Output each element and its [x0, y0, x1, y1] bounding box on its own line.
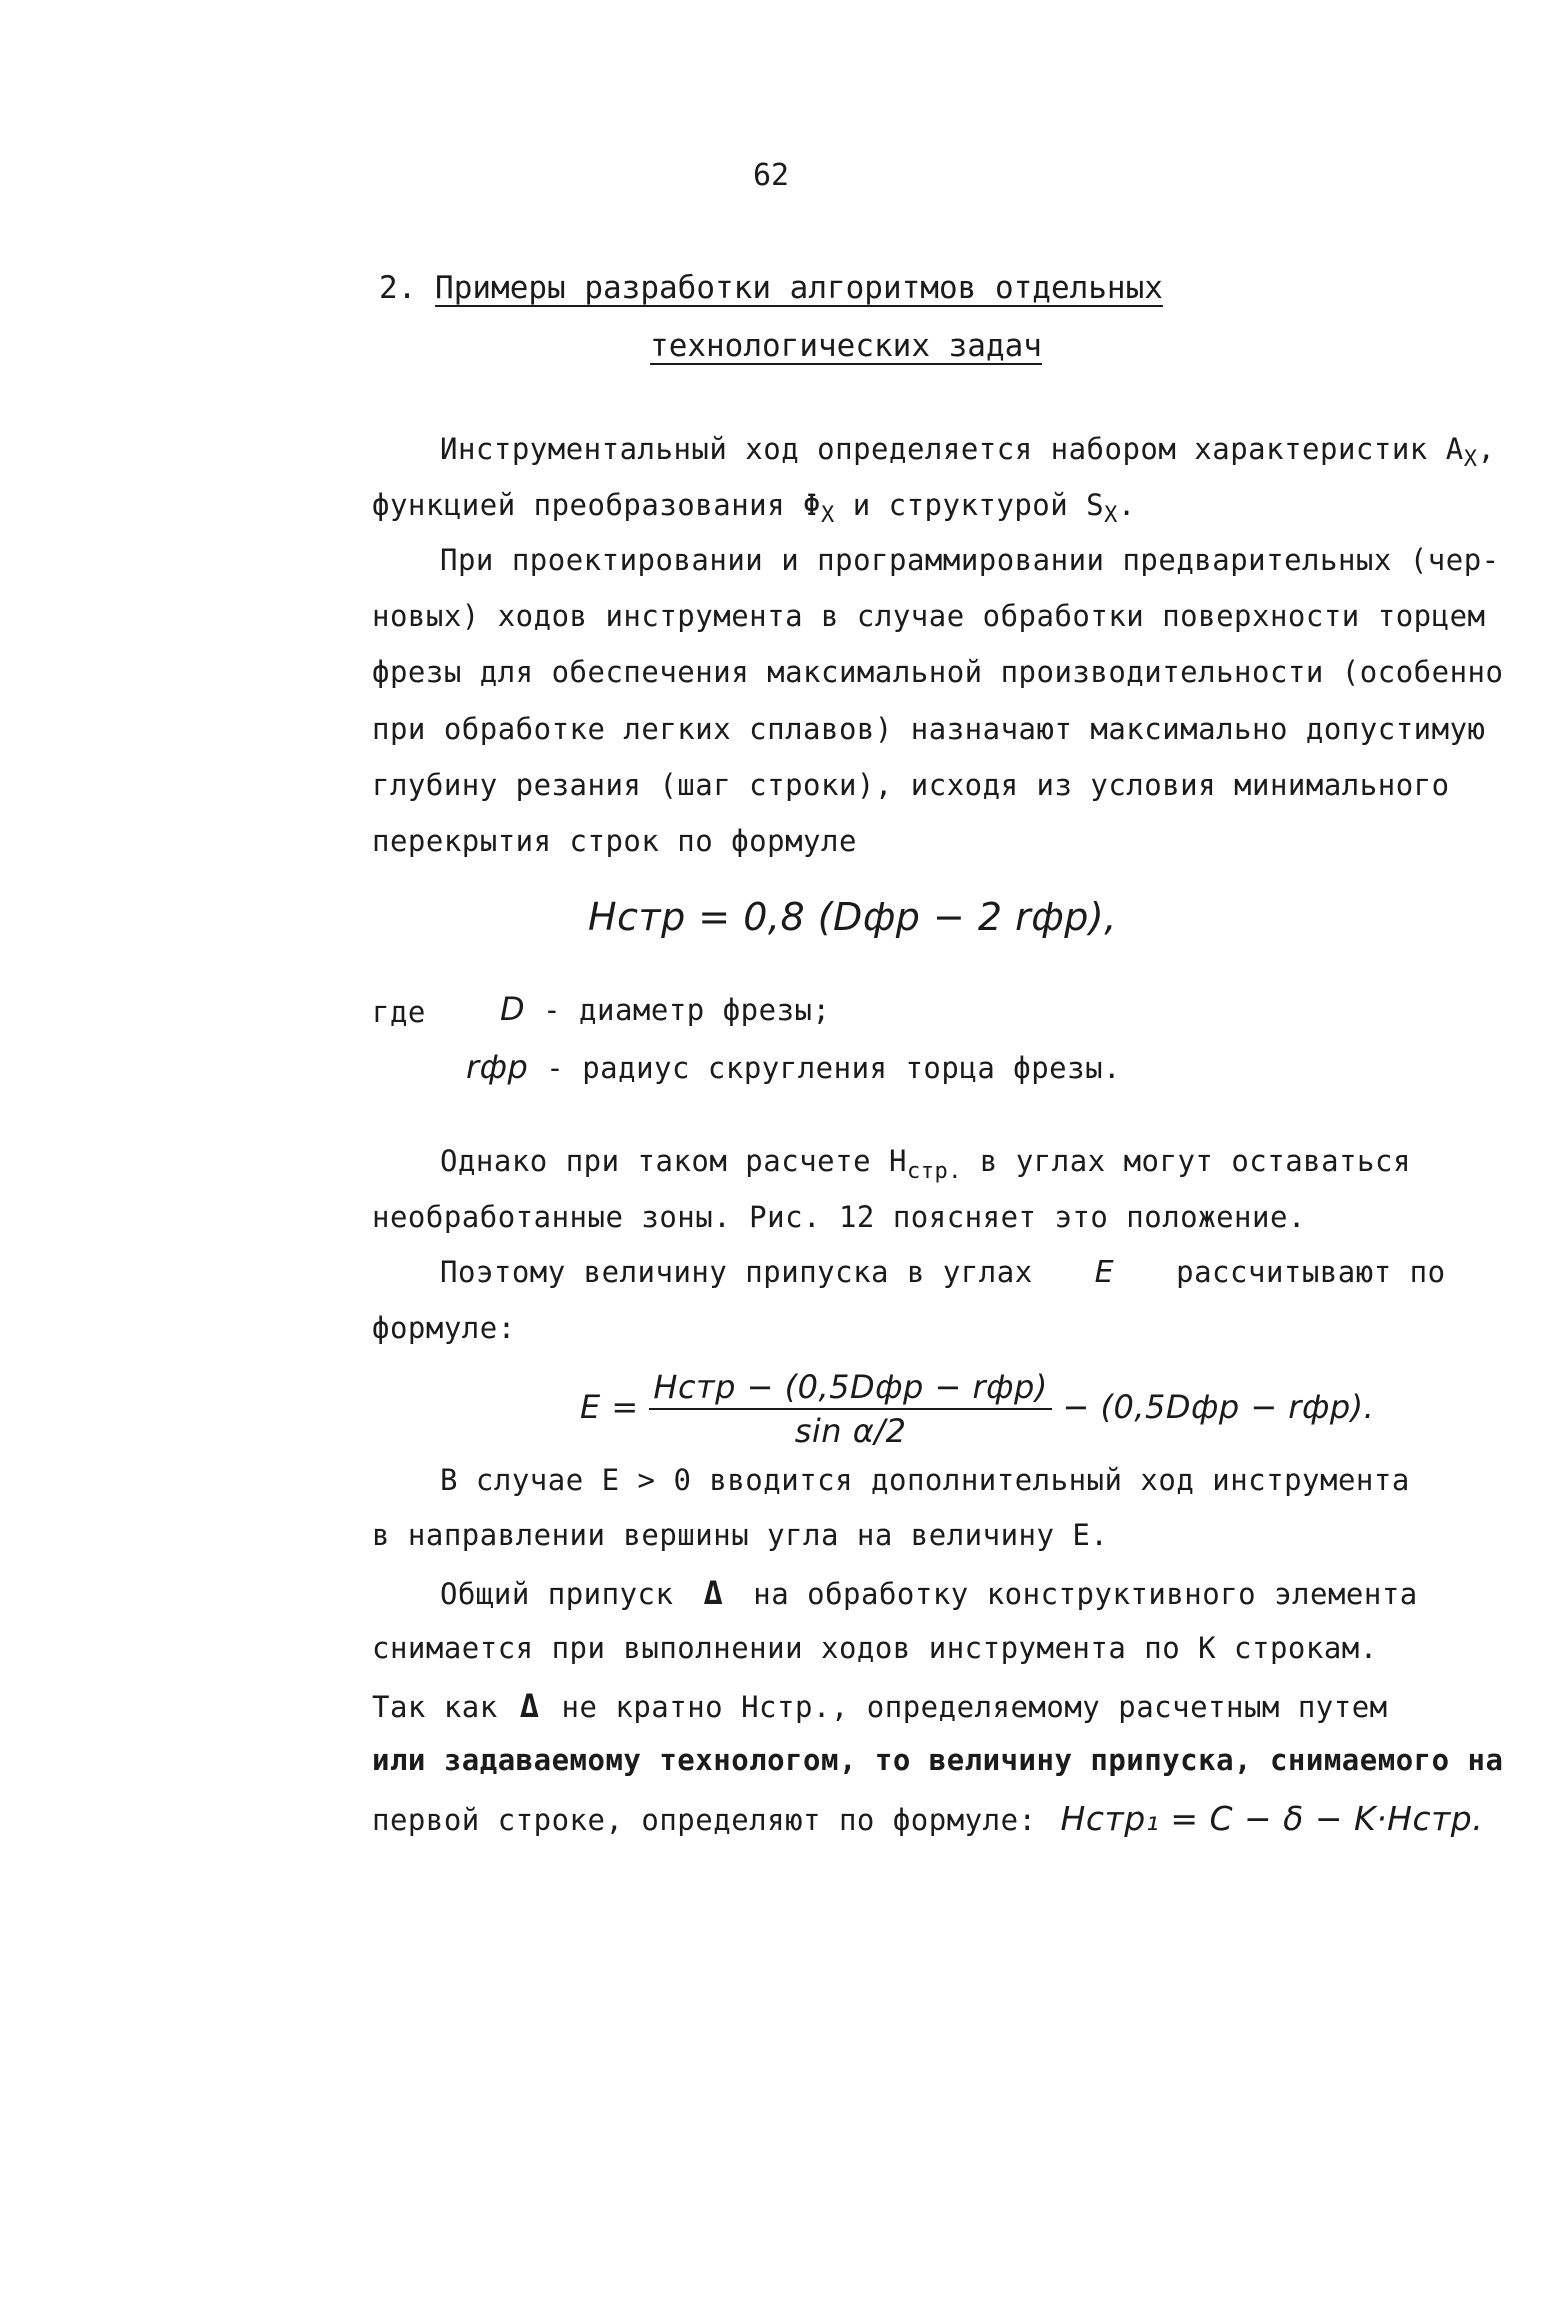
text: рассчитывают по	[1176, 1255, 1446, 1289]
formula-lhs: E =	[580, 1388, 639, 1426]
paragraph-6-line-4: или задаваемому технологом, то величину припуска, снимаемого на	[372, 1743, 1504, 1777]
text: Так как	[372, 1690, 498, 1724]
where-label: где	[372, 995, 426, 1029]
formula-first-row: Hстр₁ = C − δ − K·Hстр.	[1060, 1799, 1484, 1838]
paragraph-6-line-2: снимается при выполнении ходов инструмента по K строкам.	[372, 1631, 1378, 1665]
formula-fraction	[649, 1368, 1051, 1450]
text: в углах могут оставаться	[961, 1144, 1411, 1178]
subscript: стр.	[906, 1159, 962, 1184]
text: не кратно Нстр., определяемому расчетным путем	[561, 1690, 1388, 1724]
text: - диаметр фрезы;	[525, 993, 831, 1027]
section-number: 2.	[379, 270, 436, 306]
paragraph-2-line-4: при обработке легких сплавов) назначают максимально допустимую	[372, 712, 1486, 746]
subscript: X	[1104, 503, 1118, 528]
paragraph-6-line-1	[440, 1574, 1418, 1612]
text: Общий припуск	[440, 1577, 674, 1611]
symbol-r: rфр	[466, 1048, 529, 1086]
paragraph-4-line-1	[440, 1255, 1446, 1290]
text: и структурой S	[834, 488, 1105, 522]
paragraph-6-line-5	[372, 1799, 1483, 1838]
formula-step-height: Hстр = 0,8 (Dфр − 2 rфр),	[588, 895, 1117, 939]
paragraph-2-line-1: При проектировании и программировании предварительных (чер-	[440, 543, 1500, 577]
paragraph-3-line-1	[440, 1144, 1411, 1184]
paragraph-2-line-6: перекрытия строк по формуле	[372, 824, 857, 858]
delta-symbol: Δ	[519, 1687, 540, 1725]
text: Инструментальный ход определяется набором характеристик A	[440, 432, 1464, 466]
section-title-line2	[0, 328, 1542, 364]
section-title-line1: Примеры разработки алгоритмов отдельных	[435, 270, 1163, 306]
text: функцией преобразования Φ	[372, 488, 821, 522]
text: - радиус скругления торца фрезы.	[528, 1051, 1121, 1085]
formula-allowance	[580, 1368, 1374, 1450]
section-title	[0, 270, 1542, 306]
text: Поэтому величину припуска в углах	[440, 1255, 1033, 1289]
paragraph-2-line-5: глубину резания (шаг строки), исходя из условия минимального	[372, 768, 1450, 802]
formula-numerator: Hстр − (0,5Dфр − rфр)	[649, 1368, 1051, 1410]
text: ,	[1477, 432, 1496, 466]
paragraph-2-line-3: фрезы для обеспечения максимальной производительности (особенно	[372, 655, 1504, 689]
paragraph-1-line-2	[372, 488, 1136, 528]
text: Однако при таком расчете H	[440, 1144, 907, 1178]
page-number: 62	[752, 158, 790, 193]
where-diameter	[500, 990, 830, 1028]
formula-rhs: − (0,5Dфр − rфр).	[1062, 1388, 1375, 1426]
where-radius	[466, 1048, 1121, 1086]
symbol-e: E	[1094, 1255, 1115, 1290]
text: первой строке, определяют по формуле:	[372, 1803, 1037, 1837]
formula-denominator: sin α/2	[794, 1412, 907, 1450]
section-title-line2-text: технологических задач	[650, 328, 1042, 364]
text: на обработку конструктивного элемента	[753, 1577, 1418, 1611]
paragraph-5-line-1: В случае E > 0 вводится дополнительный ход инструмента	[440, 1463, 1410, 1497]
paragraph-6-line-3	[372, 1687, 1388, 1725]
subscript: X	[821, 503, 835, 528]
delta-symbol: Δ	[703, 1574, 724, 1612]
text: .	[1117, 488, 1136, 522]
paragraph-2-line-2: новых) ходов инструмента в случае обработки поверхности торцем	[372, 599, 1486, 633]
paragraph-5-line-2: в направлении вершины угла на величину E.	[372, 1518, 1109, 1552]
subscript: X	[1463, 447, 1478, 472]
symbol-d: D	[500, 990, 526, 1028]
paragraph-4-line-2: формуле:	[372, 1311, 516, 1345]
paragraph-1-line-1	[440, 432, 1495, 472]
paragraph-3-line-2: необработанные зоны. Рис. 12 поясняет это положение.	[372, 1200, 1306, 1234]
